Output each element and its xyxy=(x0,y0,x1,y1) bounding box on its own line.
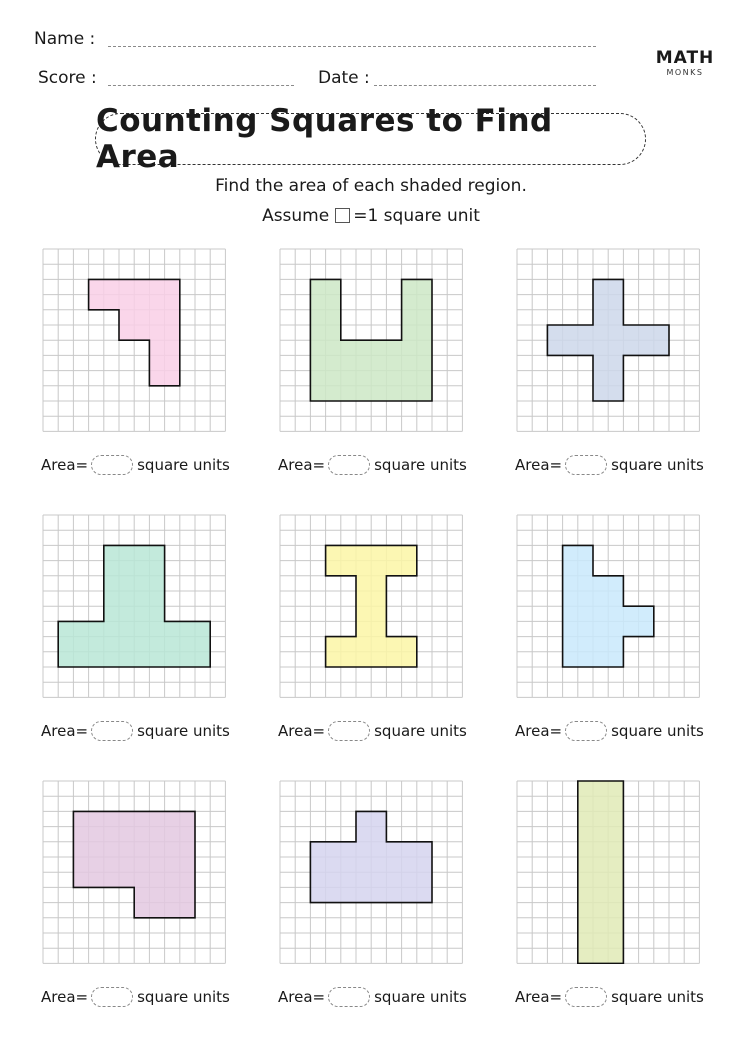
equals-sign: = xyxy=(75,722,89,740)
answer-input[interactable] xyxy=(328,455,370,475)
equals-sign: = xyxy=(75,456,89,474)
area-answer-9 xyxy=(515,987,704,1007)
answer-input[interactable] xyxy=(328,987,370,1007)
units-label: square units xyxy=(137,988,230,1006)
shaded-region-3 xyxy=(547,279,669,401)
logo-subtext: MONKS xyxy=(666,68,704,77)
answer-input[interactable] xyxy=(91,987,133,1007)
answer-input[interactable] xyxy=(91,455,133,475)
answer-input[interactable] xyxy=(328,721,370,741)
title-banner xyxy=(95,103,646,175)
area-answer-2 xyxy=(278,455,467,475)
area-answer-6 xyxy=(515,721,704,741)
logo-text: MATH xyxy=(655,48,715,68)
logo xyxy=(650,48,720,77)
date-field[interactable] xyxy=(374,85,596,86)
units-label: square units xyxy=(611,988,704,1006)
assume-line xyxy=(0,206,742,226)
shaded-region-9 xyxy=(578,781,624,963)
units-label: square units xyxy=(611,456,704,474)
area-label: Area xyxy=(41,456,76,474)
area-label: Area xyxy=(41,988,76,1006)
area-answer-7 xyxy=(41,987,230,1007)
units-label: square units xyxy=(374,456,467,474)
equals-sign: = xyxy=(549,456,563,474)
name-label: Name : xyxy=(34,29,96,49)
instructions: Find the area of each shaded region. xyxy=(215,176,527,196)
grid-problem-8 xyxy=(279,780,463,964)
answer-input[interactable] xyxy=(565,455,607,475)
grid-problem-4 xyxy=(42,514,226,698)
area-label: Area xyxy=(278,456,313,474)
equals-sign: = xyxy=(312,988,326,1006)
assume-suffix: =1 square unit xyxy=(353,206,480,226)
area-answer-8 xyxy=(278,987,467,1007)
grid-problem-7 xyxy=(42,780,226,964)
grid-problem-6 xyxy=(516,514,700,698)
page-title: Counting Squares to Find Area xyxy=(96,103,553,175)
equals-sign: = xyxy=(549,722,563,740)
score-label: Score : xyxy=(38,68,97,88)
area-answer-4 xyxy=(41,721,230,741)
date-label: Date : xyxy=(318,68,370,88)
answer-input[interactable] xyxy=(565,721,607,741)
area-label: Area xyxy=(515,722,550,740)
shaded-region-7 xyxy=(73,811,195,917)
assume-prefix: Assume xyxy=(262,206,330,226)
grid-problem-9 xyxy=(516,780,700,964)
area-label: Area xyxy=(278,988,313,1006)
equals-sign: = xyxy=(312,456,326,474)
equals-sign: = xyxy=(549,988,563,1006)
units-label: square units xyxy=(137,722,230,740)
equals-sign: = xyxy=(75,988,89,1006)
units-label: square units xyxy=(137,456,230,474)
unit-square-icon xyxy=(335,208,350,223)
shaded-region-8 xyxy=(310,811,432,902)
units-label: square units xyxy=(611,722,704,740)
area-answer-3 xyxy=(515,455,704,475)
score-field[interactable] xyxy=(108,85,294,86)
area-label: Area xyxy=(278,722,313,740)
grid-problem-2 xyxy=(279,248,463,432)
name-field[interactable] xyxy=(108,46,596,47)
grid-problem-3 xyxy=(516,248,700,432)
area-answer-5 xyxy=(278,721,467,741)
units-label: square units xyxy=(374,988,467,1006)
units-label: square units xyxy=(374,722,467,740)
area-label: Area xyxy=(41,722,76,740)
grid-problem-5 xyxy=(279,514,463,698)
grid-problem-1 xyxy=(42,248,226,432)
area-label: Area xyxy=(515,456,550,474)
answer-input[interactable] xyxy=(565,987,607,1007)
area-answer-1 xyxy=(41,455,230,475)
answer-input[interactable] xyxy=(91,721,133,741)
area-label: Area xyxy=(515,988,550,1006)
equals-sign: = xyxy=(312,722,326,740)
